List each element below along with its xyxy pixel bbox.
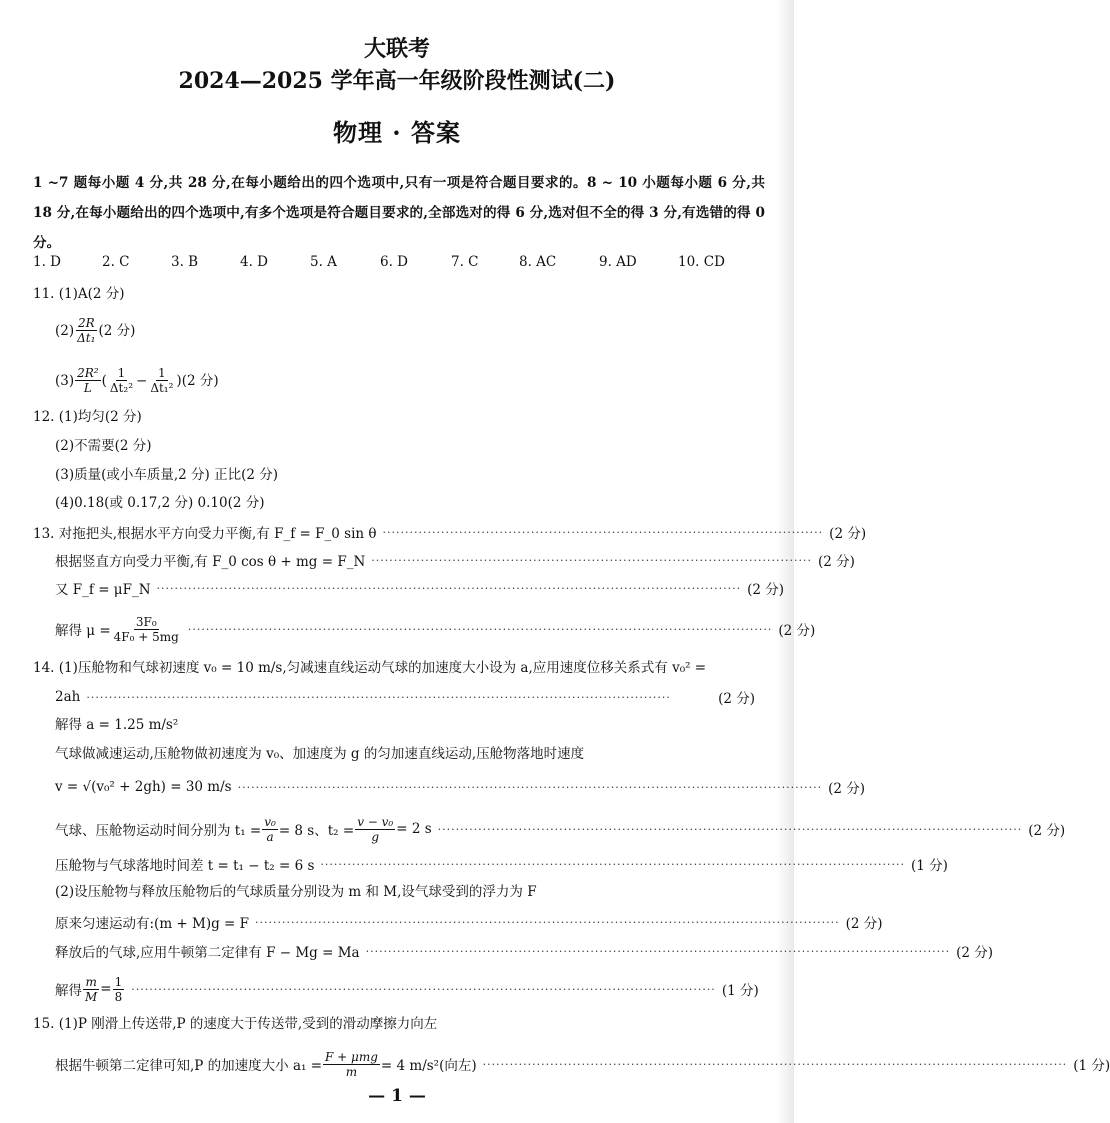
answer-item: 6. D <box>380 254 408 270</box>
q11-part1: 11. (1)A(2 分) <box>33 286 125 302</box>
q14-line10: 释放后的气球,应用牛顿第二定律有 F − Mg = Ma ·································································································································· (2 分) <box>55 944 994 961</box>
fraction: $\frac{\text{2R²}}{L}$ <box>77 366 99 395</box>
answer-item: 7. C <box>451 254 479 270</box>
q14-line6: 气球、压舱物运动时间分别为 t₁ = $\frac{\text{v₀}}{a}$ = 8 s、t₂ = $\frac{\text{v − v₀}}{g}$ = 2 s ·································································································································· (2 分) <box>55 814 1066 844</box>
q14-line4: 气球做减速运动,压舱物做初速度为 v₀、加速度为 g 的匀加速直线运动,压舱物落地时速度 <box>55 746 585 762</box>
answer-item: 1. D <box>33 254 61 270</box>
q13-line1: 13. 对拖把头,根据水平方向受力平衡,有 F_f = F_0 sin θ ·································································································· (2 分) <box>33 525 867 542</box>
q13-line2: 根据竖直方向受力平衡,有 F_0 cos θ + mg = F_N ·································································································· (2 分) <box>55 553 855 570</box>
q14-line8: (2)设压舱物与释放压舱物后的气球质量分别设为 m 和 M,设气球受到的浮力为 F <box>55 884 537 900</box>
q15-line2: 根据牛顿第二定律可知,P 的加速度大小 a₁ = $\frac{\text{F + μmg}}{m}$ = 4 m/s²(向左) ·································································································································· (1 分) <box>55 1049 1110 1079</box>
q14-line2: 2ah ·································································································································· (2 分) <box>55 689 755 707</box>
q14-line9: 原来匀速运动有:(m + M)g = F ·································································································································· (2 分) <box>55 915 883 932</box>
q12-part1: 12. (1)均匀(2 分) <box>33 409 142 425</box>
answer-item: 10. CD <box>678 254 725 270</box>
fraction: $\frac{2R}{\text{Δt₁}}$ <box>77 316 96 345</box>
answer-item: 5. A <box>310 254 337 270</box>
q15-line1: 15. (1)P 刚滑上传送带,P 的速度大于传送带,受到的滑动摩擦力向左 <box>33 1016 438 1032</box>
choice-answers <box>33 254 753 276</box>
fraction: $\frac{1}{\text{Δt₁²}}$ <box>150 366 174 395</box>
exam-title: 2024—2025 学年高一年级阶段性测试(二) <box>178 68 616 94</box>
answer-item: 8. AC <box>519 254 557 270</box>
exam-name: 大联考 <box>363 36 430 62</box>
q14-line11: 解得 $\frac{m}{M}$ = $\frac{1}{8}$ ·································································································································· (1 分) <box>55 974 759 1004</box>
q14-line5: v = √(v₀² + 2gh) = 30 m/s ·································································································································· (2 分) <box>55 779 866 797</box>
q11-part3: (3) $\frac{\text{2R²}}{L}$ ( $\frac{1}{\text{Δt₂²}}$ − $\frac{1}{\text{Δt₁²}}$ )(2 分) <box>55 366 219 395</box>
page-number: — 1 — <box>368 1086 426 1106</box>
q14-line1: 14. (1)压舱物和气球初速度 v₀ = 10 m/s,匀减速直线运动气球的加速度大小设为 a,应用速度位移关系式有 v₀² = <box>33 660 707 676</box>
q12-part3: (3)质量(或小车质量,2 分) 正比(2 分) <box>55 467 279 483</box>
fraction: $\frac{\text{v − v₀}}{g}$ <box>357 814 394 844</box>
answer-item: 2. C <box>102 254 130 270</box>
fraction: $\frac{m}{M}$ <box>85 974 98 1004</box>
q13-line3: 又 F_f = μF_N ·································································································································· (2 分) <box>55 581 784 598</box>
q12-part2: (2)不需要(2 分) <box>55 438 152 454</box>
subject-title: 物理 · 答案 <box>332 118 462 147</box>
fraction: $\frac{1}{\text{Δt₂²}}$ <box>109 366 133 395</box>
q12-part4: (4)0.18(或 0.17,2 分) 0.10(2 分) <box>55 495 265 511</box>
answer-item: 3. B <box>171 254 199 270</box>
q14-line7: 压舱物与气球落地时间差 t = t₁ − t₂ = 6 s ·································································································································· (1 分) <box>55 857 948 874</box>
q13-line4: 解得 μ = $\frac{\text{3F₀}}{\text{4F₀ + 5mg}}$ ·································································································································· (2 分) <box>55 614 816 644</box>
answer-item: 9. AD <box>599 254 637 270</box>
q14-line3: 解得 a = 1.25 m/s² <box>55 717 179 733</box>
fraction: $\frac{\text{F + μmg}}{m}$ <box>325 1049 378 1079</box>
fraction: $\frac{1}{8}$ <box>114 974 123 1004</box>
fraction: $\frac{\text{v₀}}{a}$ <box>264 814 276 844</box>
scoring-instructions: 1 ~7 题每小题 4 分,共 28 分,在每小题给出的四个选项中,只有一项是符合题目要求的。8 ~ 10 小题每小题 6 分,共 18 分,在每小题给出的四个选项中,有多个选项是符合题目要求的,全部选对的得 6 分,选对但不全的得 3 分,有选错的得 0 分。 <box>33 175 765 251</box>
fraction: $\frac{\text{3F₀}}{\text{4F₀ + 5mg}}$ <box>113 614 179 644</box>
q11-part2: (2) $\frac{2R}{\text{Δt₁}}$ (2 分) <box>55 316 136 345</box>
answer-item: 4. D <box>240 254 268 270</box>
